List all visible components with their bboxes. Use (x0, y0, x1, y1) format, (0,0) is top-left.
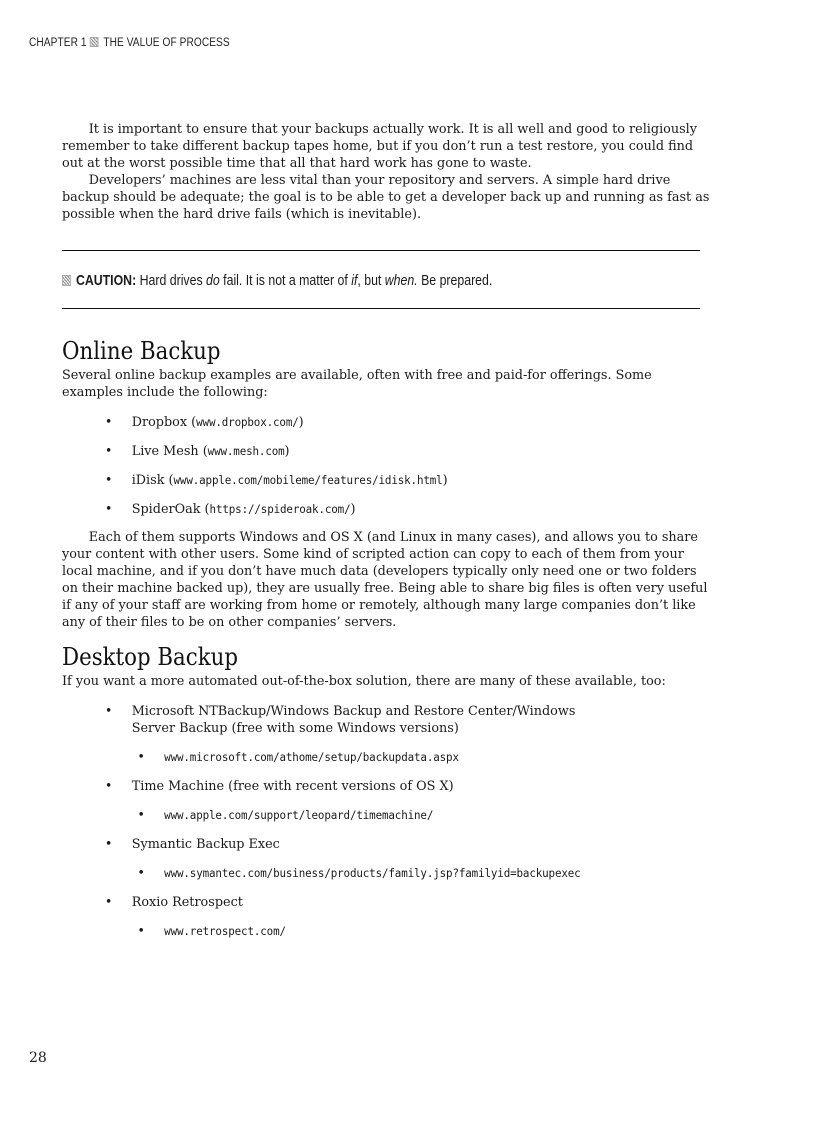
square-bullet-icon (90, 37, 99, 47)
intro-paragraph-2: Developers’ machines are less vital than your repository and servers. A simple hard drive backup should be adequate; the goal is to be able to get a developer back up and running as fast as possible when the hard drive fails (which is inevitable). (62, 173, 710, 222)
caution-text-3: , but (357, 272, 382, 289)
online-backup-paragraph: Each of them supports Windows and OS X (and Linux in many cases), and allows you to share your content with other users. Some kind of scripted action can copy to each of them from your local machine, and if you don’t have much data (developers typically only need one or two folders on their machine backed up), they are usually free. Being able to share big files is often very useful if any of your staff are working from home or remotely, although many large companies don’t like any of their files to be on other companies’ servers. (62, 530, 708, 630)
item-name: Microsoft NTBackup/Windows Backup and Restore Center/Windows Server Backup (free with some Windows versions) (131, 704, 576, 736)
item-name: SpiderOak (131, 502, 201, 517)
caution-label: CAUTION: (75, 272, 137, 289)
spideroak-url: https://spideroak.com/ (209, 502, 351, 516)
list-item-symantic (62, 836, 711, 853)
caution-note (62, 271, 620, 291)
list-item-roxio (62, 894, 711, 911)
desktop-backup-list (62, 703, 711, 940)
time-machine-url: www.apple.com/support/leopard/timemachine/ (164, 808, 434, 822)
dropbox-url: www.dropbox.com/ (196, 415, 299, 429)
page-body (62, 121, 711, 940)
caution-text-4: Be prepared. (421, 272, 493, 289)
chapter-label: CHAPTER 1 (29, 37, 87, 49)
desktop-backup-intro: If you want a more automated out-of-the-box solution, there are many of these available, too: (62, 674, 666, 689)
retrospect-url: www.retrospect.com/ (164, 924, 286, 938)
caution-emphasis-do: do (206, 272, 220, 289)
sublist-item-microsoft-url (62, 749, 711, 766)
list-item-idisk: • iDisk (www.apple.com/mobileme/features/idisk.html) (62, 472, 711, 489)
list-item-dropbox: • Dropbox (www.dropbox.com/) (62, 414, 711, 431)
intro-paragraph-1: It is important to ensure that your backups actually work. It is all well and good to religiously remember to take different backup tapes home, but if you don’t run a test restore, you could find out at the worst possible time that all that hard work has gone to waste. (62, 122, 697, 171)
page-number: 28 (29, 1050, 47, 1066)
caution-emphasis-when: when. (384, 272, 418, 289)
item-name: Live Mesh (131, 444, 199, 459)
chapter-title: THE VALUE OF PROCESS (103, 37, 230, 49)
heading-online-backup: Online Backup (62, 337, 221, 365)
microsoft-url: www.microsoft.com/athome/setup/backupdata.aspx (164, 750, 459, 764)
heading-desktop-backup: Desktop Backup (62, 643, 238, 671)
online-backup-list (62, 414, 711, 518)
caution-emphasis-if: if (351, 272, 358, 289)
list-item-spideroak: • SpiderOak (https://spideroak.com/) (62, 501, 711, 518)
sublist-item-retrospect-url (62, 923, 711, 940)
square-bullet-icon (62, 275, 71, 286)
item-name: Time Machine (free with recent versions of OS X) (131, 779, 454, 794)
caution-text-1: Hard drives (139, 272, 203, 289)
item-name: Roxio Retrospect (131, 895, 243, 910)
online-backup-intro: Several online backup examples are available, often with free and paid-for offerings. Some examples include the following: (62, 368, 652, 400)
list-item-live-mesh: • Live Mesh (www.mesh.com) (62, 443, 711, 460)
live-mesh-url: www.mesh.com (207, 444, 285, 458)
caution-text-2: fail. It is not a matter of (223, 272, 348, 289)
idisk-url: www.apple.com/mobileme/features/idisk.html (173, 473, 443, 487)
list-item-time-machine (62, 778, 711, 795)
running-head (29, 37, 230, 49)
item-name: iDisk (131, 473, 165, 488)
symantec-url: www.symantec.com/business/products/family.jsp?familyid=backupexec (164, 866, 581, 880)
sublist-item-symantec-url (62, 865, 711, 882)
sublist-item-time-machine-url (62, 807, 711, 824)
item-name: Dropbox (131, 415, 188, 430)
item-name: Symantic Backup Exec (131, 837, 280, 852)
list-item-microsoft (62, 703, 711, 737)
